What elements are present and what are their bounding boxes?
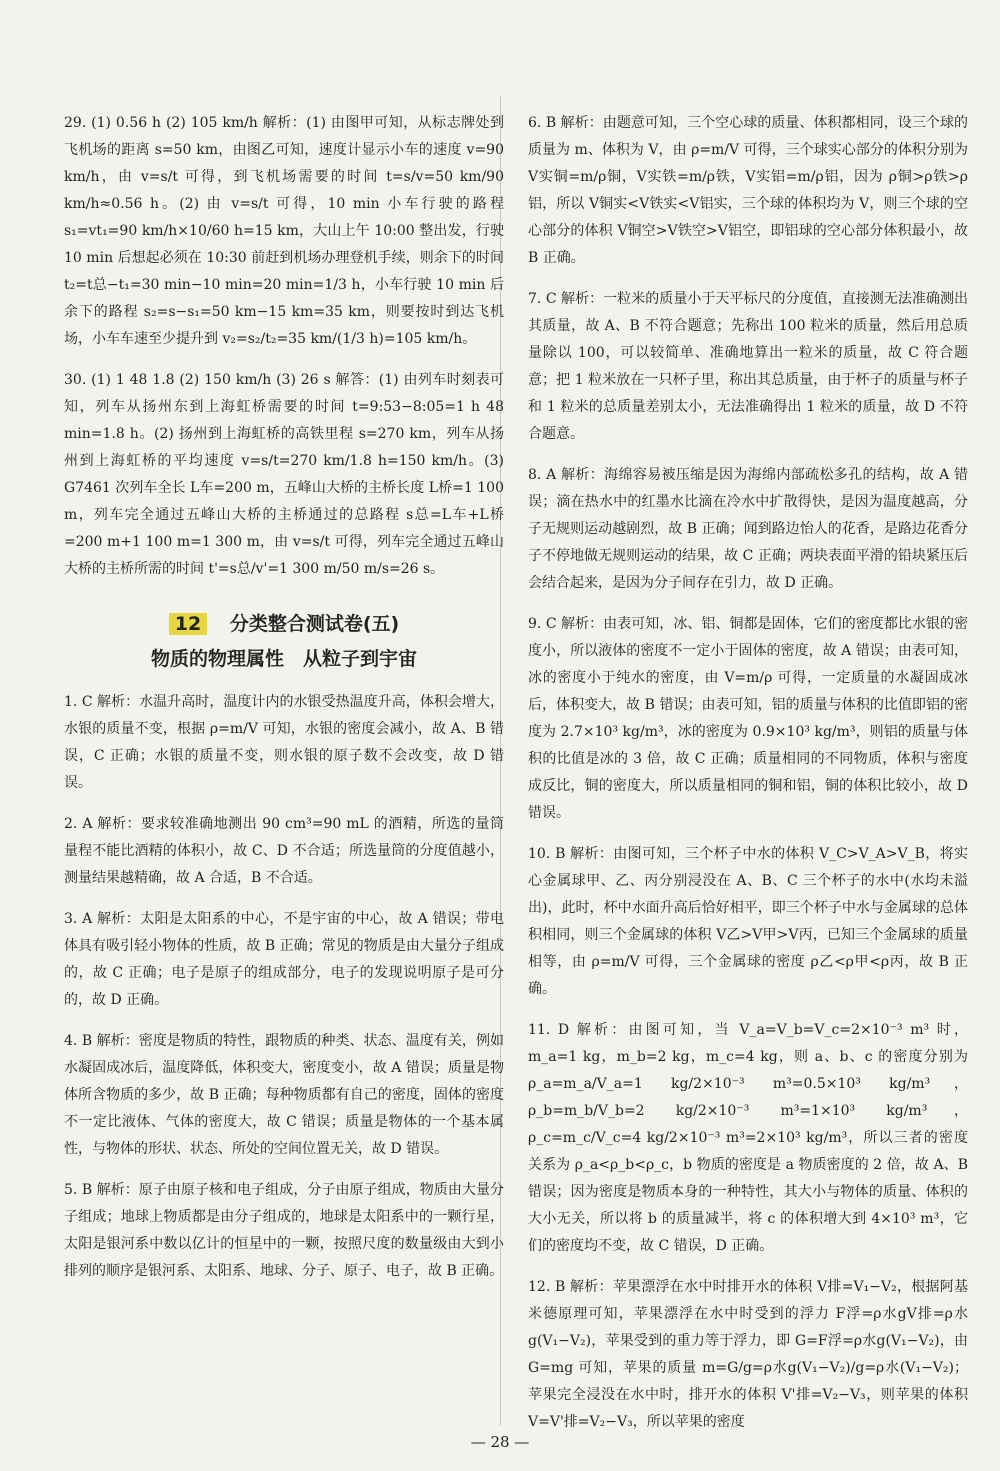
answer-29: 29. (1) 0.56 h (2) 105 km/h 解析：(1) 由图甲可知，从标志牌处到飞机场的距离 s=50 km，由图乙可知，速度计显示小车的速度 v=90 km/h，由 v=s/t 可得，到飞机场需要的时间 t=s/v=50 km/90 km/h≈0.56 h。(2) 由 v=s/t 可得，10 min 小车行驶的路程 s₁=vt₁=90 km/h×10/60 h=15 km，大山上午 10:00 整出发，行驶 10 min 后想起必须在 10:30 前赶到机场办理登机手续，则余下的时间 t₂=t总−t₁=30 min−10 min=20 min=1/3 h，小车行驶 10 min 后余下的路程 s₂=s−s₁=50 km−15 km=35 km，则要按时到达飞机场，小车车速至少提升到 v₂=s₂/t₂=35 km/(1/3 h)=105 km/h。 — [64, 115, 504, 347]
right-column — [528, 96, 968, 1444]
answer-7: 7. C 解析：一粒米的质量小于天平标尺的分度值，直接测无法准确测出其质量，故 A、B 不符合题意；先称出 100 粒米的质量，然后用总质量除以 100，可以较简单、准确地算出一粒米的质量，故 C 符合题意；把 1 粒米放在一只杯子里，称出其总质量，由于杯子的质量与杯子和 1 粒米的总质量差别太小，无法准确得出 1 粒米的质量，故 D 不符合题意。 — [528, 291, 968, 442]
answer-1: 1. C 解析：水温升高时，温度计内的水银受热温度升高，体积会增大，水银的质量不变，根据 ρ=m/V 可知，水银的密度会减小，故 A、B 错误，C 正确；水银的质量不变，则水银的原子数不会改变，故 D 错误。 — [64, 694, 504, 791]
section-subtitle: 物质的物理属性 从粒子到宇宙 — [150, 648, 417, 670]
answer-2: 2. A 解析：要求较准确地测出 90 cm³=90 mL 的酒精，所选的量筒量程不能比酒精的体积小，故 C、D 不合适；所选量筒的分度值越小，测量结果越精确，故 A 合适，B 不合适。 — [64, 816, 504, 886]
answer-9: 9. C 解析：由表可知，冰、铝、铜都是固体，它们的密度都比水银的密度小，所以液体的密度不一定小于固体的密度，故 A 错误；由表可知，冰的密度小于纯水的密度，由 V=m/ρ 可得，一定质量的水凝固成冰后，体积变大，故 B 错误；由表可知，铝的质量与体积的比值即铝的密度为 2.7×10³ kg/m³，冰的密度为 0.9×10³ kg/m³，则铝的质量与体积的比值是冰的 3 倍，故 C 正确；质量相同的不同物质，体积与密度成反比，铜的密度大，所以质量相同的铜和铝，铜的体积比较小，故 D 错误。 — [528, 616, 968, 821]
answer-30: 30. (1) 1 48 1.8 (2) 150 km/h (3) 26 s 解答：(1) 由列车时刻表可知，列车从扬州东到上海虹桥需要的时间 t=9:53−8:05=1 h 48 min=1.8 h。(2) 扬州到上海虹桥的高铁里程 s=270 km，列车从扬州到上海虹桥的平均速度 v=s/t=270 km/1.8 h=150 km/h。(3) G7461 次列车全长 L车=200 m，五峰山大桥的主桥长度 L桥=1 100 m，列车完全通过五峰山大桥的主桥通过的总路程 s总=L车+L桥=200 m+1 100 m=1 300 m，由 v=s/t 可得，列车完全通过五峰山大桥的主桥所需的时间 t'=s总/v'=1 300 m/50 m/s=26 s。 — [64, 372, 504, 577]
answer-4: 4. B 解析：密度是物质的特性，跟物质的种类、状态、温度有关，例如水凝固成冰后，温度降低，体积变大，密度变小，故 A 错误；质量是物体所含物质的多少，故 B 正确；每种物质都有自己的密度，固体的密度不一定比液体、气体的密度大，故 C 错误；质量是物体的一个基本属性，与物体的形状、状态、所处的空间位置无关，故 D 错误。 — [64, 1033, 504, 1157]
answer-10: 10. B 解析：由图可知，三个杯子中水的体积 V_C>V_A>V_B，将实心金属球甲、乙、丙分别浸没在 A、B、C 三个杯子的水中(水均未溢出)，此时，杯中水面升高后恰好相平，即三个杯子中水与金属球的总体积相同，则三个金属球的体积 V乙>V甲>V丙，已知三个金属球的质量相等，由 ρ=m/V 可得，三个金属球的密度 ρ乙<ρ甲<ρ丙，故 B 正确。 — [528, 846, 968, 997]
section-title: 分类整合测试卷(五) — [229, 613, 400, 635]
answer-6: 6. B 解析：由题意可知，三个空心球的质量、体积都相同，设三个球的质量为 m、体积为 V，由 ρ=m/V 可得，三个球实心部分的体积分别为 V实铜=m/ρ铜，V实铁=m/ρ铁，V实铝=m/ρ铝，因为 ρ铜>ρ铁>ρ铝，所以 V铜实<V铁实<V铝实，三个球的体积均为 V，则三个球的空心部分的体积 V铜空>V铁空>V铝空，即铝球的空心部分体积最小，故 B 正确。 — [528, 115, 968, 266]
section-number: 12 — [169, 613, 207, 635]
answer-3: 3. A 解析：太阳是太阳系的中心，不是宇宙的中心，故 A 错误；带电体具有吸引轻小物体的性质，故 B 正确；常见的物质是由大量分子组成的，故 C 正确；电子是原子的组成部分，电子的发现说明原子是可分的，故 D 正确。 — [64, 911, 504, 1008]
answer-12: 12. B 解析：苹果漂浮在水中时排开水的体积 V排=V₁−V₂，根据阿基米德原理可知，苹果漂浮在水中时受到的浮力 F浮=ρ水gV排=ρ水g(V₁−V₂)，苹果受到的重力等于浮力，即 G=F浮=ρ水g(V₁−V₂)，由 G=mg 可知，苹果的质量 m=G/g=ρ水g(V₁−V₂)/g=ρ水(V₁−V₂)；苹果完全浸没在水中时，排开水的体积 V'排=V₂−V₃，则苹果的体积 V=V'排=V₂−V₃，所以苹果的密度 — [528, 1279, 968, 1430]
answer-5: 5. B 解析：原子由原子核和电子组成，分子由原子组成，物质由大量分子组成；地球上物质都是由分子组成的，地球是太阳系中的一颗行星，太阳是银河系中数以亿计的恒星中的一颗，按照尺度的数量级由大到小排列的顺序是银河系、太阳系、地球、分子、原子、电子，故 B 正确。 — [64, 1182, 504, 1279]
answer-11: 11. D 解析：由图可知，当 V_a=V_b=V_c=2×10⁻³ m³ 时，m_a=1 kg，m_b=2 kg，m_c=4 kg，则 a、b、c 的密度分别为 ρ_a=m_a/V_a=1 kg/2×10⁻³ m³=0.5×10³ kg/m³，ρ_b=m_b/V_b=2 kg/2×10⁻³ m³=1×10³ kg/m³，ρ_c=m_c/V_c=4 kg/2×10⁻³ m³=2×10³ kg/m³，所以三者的密度关系为 ρ_a<ρ_b<ρ_c，b 物质的密度是 a 物质密度的 2 倍，故 A、B 错误；因为密度是物质本身的一种特性，其大小与物体的质量、体积的大小无关，所以将 b 的质量减半，将 c 的体积增大到 4×10³ m³，它们的密度均不变，故 C 错误，D 正确。 — [528, 1022, 968, 1254]
answer-8: 8. A 解析：海绵容易被压缩是因为海绵内部疏松多孔的结构，故 A 错误；滴在热水中的红墨水比滴在冷水中扩散得快，是因为温度越高，分子无规则运动越剧烈，故 B 正确；闻到路边怡人的花香，是路边花香分子不停地做无规则运动的结果，故 C 正确；两块表面平滑的铅块紧压后会结合起来，是因为分子间存在引力，故 D 正确。 — [528, 467, 968, 591]
section-header — [64, 609, 504, 671]
page-number: — 28 — — [470, 1433, 530, 1451]
left-column — [64, 96, 504, 1293]
